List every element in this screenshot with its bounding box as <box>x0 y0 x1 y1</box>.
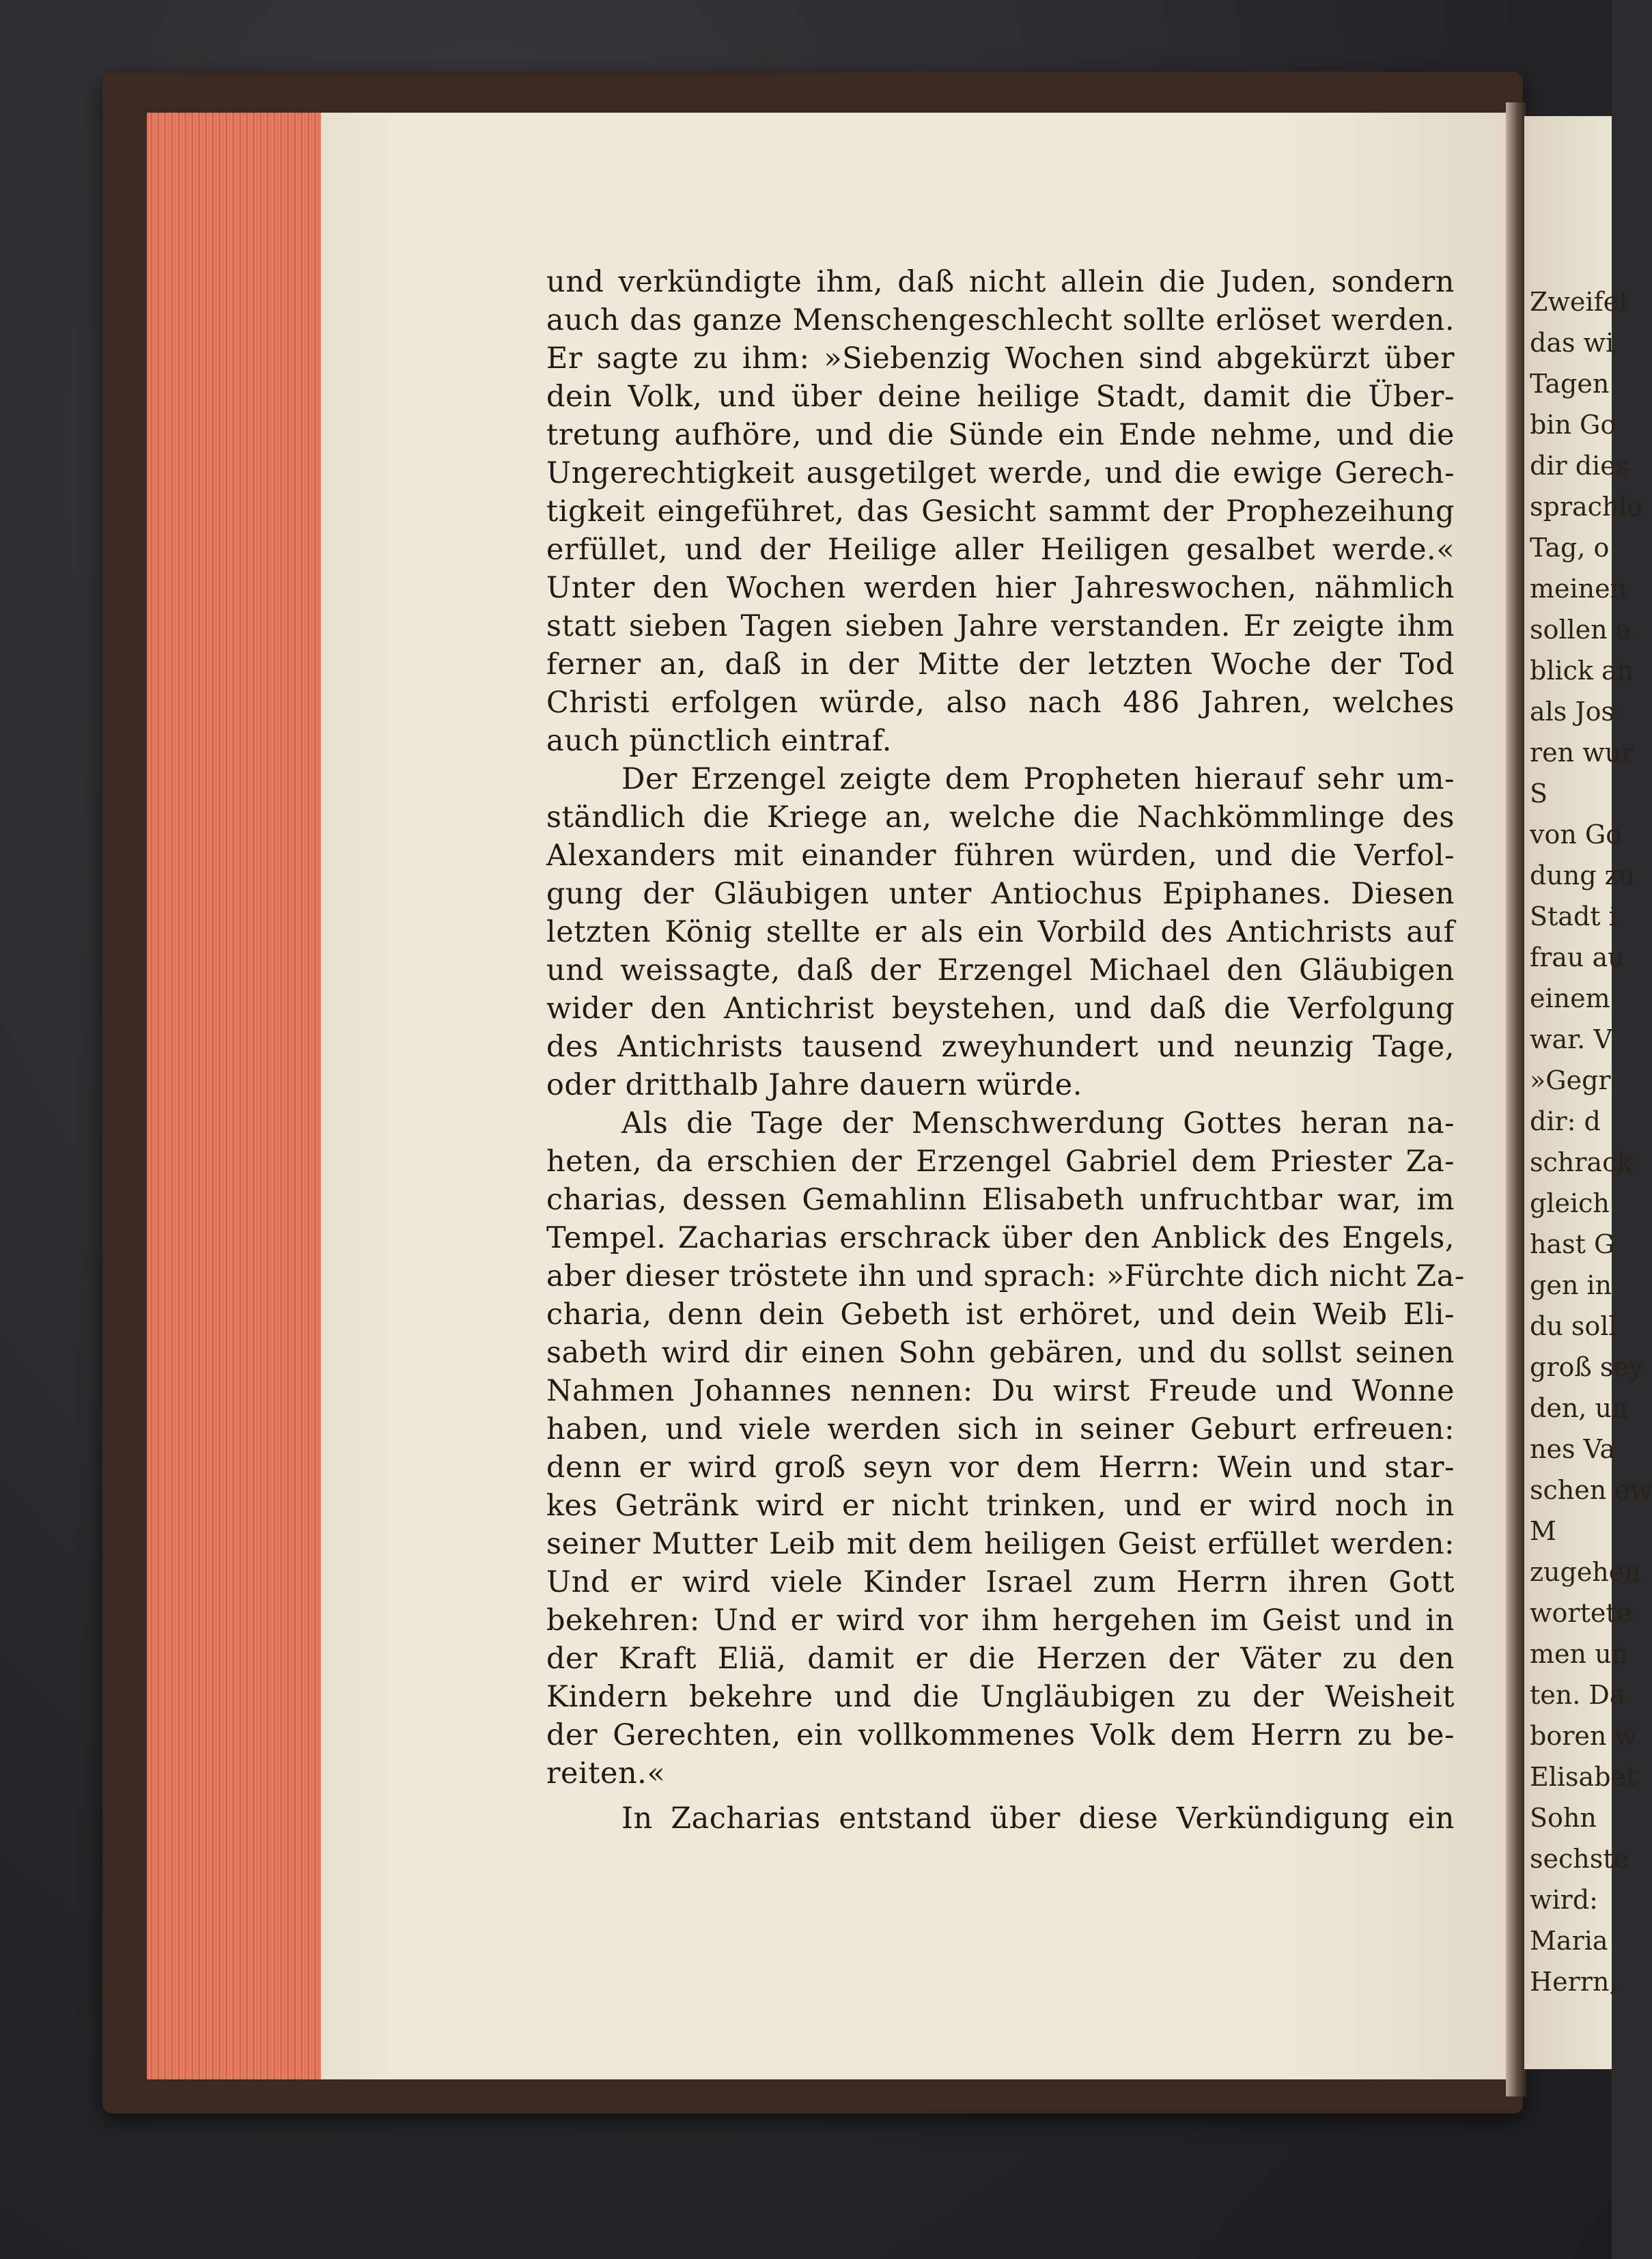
facing-text-line: gleich <box>1530 1188 1610 1218</box>
text-line: Und er wird viele Kinder Israel zum Herrn ihren Gott <box>546 1565 1455 1599</box>
facing-text-line: du soll <box>1530 1311 1617 1341</box>
text-line: heten, da erschien der Erzengel Gabriel dem Priester Za- <box>546 1145 1455 1179</box>
facing-text-line: blick an <box>1530 656 1634 686</box>
facing-text-line: Maria <box>1530 1926 1608 1956</box>
facing-text-line: meinen <box>1530 574 1627 604</box>
facing-text-line: von Go <box>1530 819 1622 850</box>
text-line: Alexanders mit einander führen würden, und die Verfol- <box>546 839 1455 873</box>
text-line: bekehren: Und er wird vor ihm hergehen im Geist und in <box>546 1603 1455 1638</box>
facing-text-line: Herrn, <box>1530 1967 1618 1997</box>
text-line: und verkündigte ihm, daß nicht allein die Juden, sondern <box>546 265 1455 299</box>
text-line: reiten.« <box>546 1756 666 1791</box>
text-line: oder dritthalb Jahre dauern würde. <box>546 1068 1082 1102</box>
facing-text-line: schrack <box>1530 1147 1633 1177</box>
facing-text-line: sprachlo <box>1530 492 1643 522</box>
text-line: Tempel. Zacharias erschrack über den Anblick des Engels, <box>546 1221 1455 1255</box>
facing-text-line: M <box>1530 1516 1556 1546</box>
text-line: dein Volk, und über deine heilige Stadt, damit die Über- <box>546 380 1455 414</box>
text-line: Er sagte zu ihm: »Siebenzig Wochen sind abgekürzt über <box>546 341 1455 376</box>
text-line: ständlich die Kriege an, welche die Nachkömmlinge des <box>546 800 1455 834</box>
page-edges <box>147 113 331 2079</box>
facing-text-line: Stadt i <box>1530 901 1617 931</box>
text-line: charias, dessen Gemahlinn Elisabeth unfruchtbar war, im <box>546 1183 1455 1217</box>
text-line: Als die Tage der Menschwerdung Gottes heran na- <box>621 1106 1455 1140</box>
facing-text-line: bin Go <box>1530 410 1616 440</box>
facing-text-line: gen in <box>1530 1270 1612 1300</box>
text-line: ferner an, daß in der Mitte der letzten Woche der Tod <box>546 647 1455 682</box>
facing-text-line: dung zu <box>1530 860 1636 890</box>
text-line: denn er wird groß seyn vor dem Herrn: Wein und star- <box>546 1450 1455 1485</box>
text-line: Nahmen Johannes nennen: Du wirst Freude und Wonne <box>546 1374 1455 1408</box>
text-line: charia, denn dein Gebeth ist erhöret, und dein Weib Eli- <box>546 1297 1455 1332</box>
facing-text-line: Tagen <box>1530 369 1610 399</box>
facing-text-line: schen ew <box>1530 1475 1652 1505</box>
facing-text-line: einem <box>1530 983 1610 1013</box>
text-line: sabeth wird dir einen Sohn gebären, und du sollst seinen <box>546 1336 1455 1370</box>
facing-text-line: den, un <box>1530 1393 1629 1423</box>
facing-text-line: sechste <box>1530 1844 1629 1874</box>
facing-page <box>1524 116 1652 2069</box>
text-line: der Gerechten, ein vollkommenes Volk dem Herrn zu be- <box>546 1718 1455 1752</box>
text-line: Kindern bekehre und die Ungläubigen zu der Weisheit <box>546 1680 1455 1714</box>
text-line: In Zacharias entstand über diese Verkündigung ein <box>621 1801 1455 1836</box>
facing-text-line: boren w <box>1530 1721 1637 1751</box>
text-line: seiner Mutter Leib mit dem heiligen Geist erfüllet werden: <box>546 1527 1455 1561</box>
facing-text-line: wortete <box>1530 1598 1632 1628</box>
text-line: Ungerechtigkeit ausgetilget werde, und die ewige Gerech- <box>546 456 1455 490</box>
facing-text-line: war. V <box>1530 1024 1612 1054</box>
facing-text-line: dir dies <box>1530 451 1629 481</box>
text-line: haben, und viele werden sich in seiner Geburt erfreuen: <box>546 1412 1455 1446</box>
facing-text-line: nes Va <box>1530 1434 1616 1464</box>
text-line: Der Erzengel zeigte dem Propheten hierauf sehr um- <box>621 762 1455 796</box>
text-line: auch das ganze Menschengeschlecht sollte erlöset werden. <box>546 303 1455 337</box>
text-line: tigkeit eingeführet, das Gesicht sammt der Prophezeihung <box>546 494 1455 529</box>
page-text <box>546 263 1465 1888</box>
facing-text-line: Sohn <box>1530 1803 1597 1833</box>
text-line: statt sieben Tagen sieben Jahre verstanden. Er zeigte ihm <box>546 609 1455 643</box>
facing-text-line: sollen e <box>1530 615 1632 645</box>
text-line: Unter den Wochen werden hier Jahreswochen, nähmlich <box>546 571 1455 605</box>
text-line: auch pünctlich eintraf. <box>546 724 892 758</box>
text-line: gung der Gläubigen unter Antiochus Epiphanes. Diesen <box>546 877 1455 911</box>
facing-text-line: Zweifel <box>1530 287 1627 317</box>
facing-text-line: men un <box>1530 1639 1629 1669</box>
text-line: und weissagte, daß der Erzengel Michael den Gläubigen <box>546 953 1455 987</box>
facing-text-line: wird: <box>1530 1885 1598 1915</box>
facing-text-line: frau au <box>1530 942 1625 972</box>
facing-text-line: Elisabet <box>1530 1762 1637 1792</box>
text-line: erfüllet, und der Heilige aller Heiligen gesalbet werde.« <box>546 533 1455 567</box>
facing-text-line: dir: d <box>1530 1106 1601 1136</box>
book-gutter <box>1506 102 1526 2096</box>
facing-text-line: als Jos <box>1530 697 1615 727</box>
facing-text-line: hast G <box>1530 1229 1615 1259</box>
text-line: wider den Antichrist beystehen, und daß die Verfolgung <box>546 992 1455 1026</box>
facing-text-line: ten. Da <box>1530 1680 1625 1710</box>
facing-text-line: S <box>1530 778 1548 809</box>
facing-text-line: zugehen <box>1530 1557 1641 1587</box>
text-line: kes Getränk wird er nicht trinken, und er wird noch in <box>546 1489 1455 1523</box>
text-line: aber dieser tröstete ihn und sprach: »Fürchte dich nicht Za- <box>546 1259 1465 1293</box>
facing-text-line: groß sey <box>1530 1352 1644 1382</box>
text-line: des Antichrists tausend zweyhundert und neunzig Tage, <box>546 1030 1455 1064</box>
facing-text-line: »Gegr <box>1530 1065 1611 1095</box>
text-line: der Kraft Eliä, damit er die Herzen der Väter zu den <box>546 1642 1455 1676</box>
text-line: Christi erfolgen würde, also nach 486 Jahren, welches <box>546 686 1455 720</box>
text-line: tretung aufhöre, und die Sünde ein Ende nehme, und die <box>546 418 1455 452</box>
text-line: letzten König stellte er als ein Vorbild des Antichrists auf <box>546 915 1455 949</box>
facing-text-line: ren wur <box>1530 738 1634 768</box>
facing-text-line: das wi <box>1530 328 1614 358</box>
facing-text-line: Tag, o <box>1530 533 1610 563</box>
